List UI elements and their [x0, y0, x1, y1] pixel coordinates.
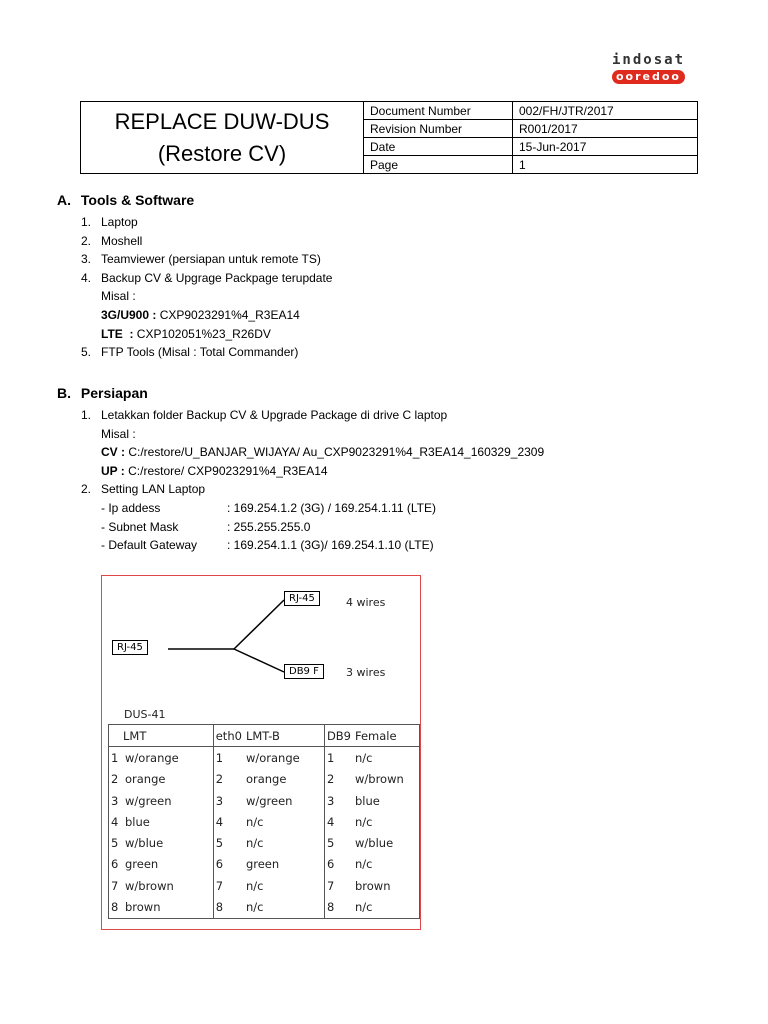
list-number: 5.	[81, 345, 92, 360]
section-b-letter: B.	[57, 385, 71, 401]
pin-number: 4	[109, 811, 124, 832]
lan-setting-row	[81, 499, 544, 518]
pin-value: orange	[244, 769, 325, 790]
document-title-line-1: REPLACE DUW-DUS	[114, 108, 330, 134]
lan-key: - Ip addess	[101, 500, 161, 515]
logo-line-1	[612, 52, 710, 68]
list-number: 1.	[81, 215, 92, 229]
dus-41-caption: DUS-41	[124, 708, 166, 721]
misal-label: Misal :	[101, 289, 136, 304]
list-text: Letakkan folder Backup CV & Upgrade Package di drive C laptop	[101, 408, 448, 422]
pin-value: brown	[123, 896, 213, 918]
pin-number: 8	[324, 896, 353, 918]
section-b-heading	[57, 385, 148, 401]
pin-number: 7	[213, 875, 244, 896]
pin-number: 1	[213, 747, 244, 769]
pin-number: 6	[324, 854, 353, 875]
list-subline	[81, 443, 544, 462]
pin-value: w/blue	[123, 832, 213, 853]
pin-number: 2	[109, 769, 124, 790]
lte-label: LTE :	[101, 326, 134, 341]
logo-line-2	[612, 70, 710, 84]
section-a-title: Tools & Software	[80, 192, 195, 208]
pinout-header-row	[109, 725, 420, 747]
table-row	[109, 747, 420, 769]
pin-value: n/c	[353, 854, 420, 875]
lan-setting-row	[81, 536, 544, 555]
pin-value: w/orange	[123, 747, 213, 769]
wires-4-label: 4 wires	[346, 596, 386, 609]
list-item	[81, 269, 332, 288]
rj45-right-box: RJ-45	[284, 591, 320, 606]
pin-value: green	[123, 854, 213, 875]
g3-label: 3G/U900 :	[101, 307, 157, 322]
list-text: Moshell	[101, 233, 143, 248]
table-row	[109, 790, 420, 811]
list-text: FTP Tools (Misal : Total Commander)	[101, 345, 299, 360]
pin-number: 5	[213, 832, 244, 853]
logo-text-indosat: indosat	[612, 52, 686, 68]
pin-value: n/c	[244, 811, 325, 832]
pin-value: n/c	[353, 811, 420, 832]
cv-path: C:/restore/U_BANJAR_WIJAYA/ Au_CXP9023291%4_R3EA14_160329_2309	[125, 445, 545, 460]
list-item	[81, 343, 332, 362]
section-b-list	[81, 406, 544, 555]
header-label: Date	[364, 138, 513, 156]
pin-number: 2	[213, 769, 244, 790]
pin-value: n/c	[244, 896, 325, 918]
lan-value: : 169.254.1.1 (3G)/ 169.254.1.10 (LTE)	[227, 538, 434, 553]
list-text: Laptop	[101, 215, 138, 229]
logo-text-ooredoo: ooredoo	[612, 70, 685, 84]
list-subline	[81, 325, 332, 344]
db9-box: DB9 F	[284, 664, 324, 679]
cv-label: CV :	[101, 445, 125, 460]
lan-value: : 169.254.1.2 (3G) / 169.254.1.11 (LTE)	[227, 500, 437, 515]
header-label: Revision Number	[364, 120, 513, 138]
pin-value: w/brown	[123, 875, 213, 896]
list-text: Teamviewer (persiapan untuk remote TS)	[101, 252, 321, 267]
pin-value: green	[244, 854, 325, 875]
section-a-letter: A.	[57, 192, 71, 208]
lmt-b-header: LMT-B	[244, 725, 325, 747]
pin-value: w/blue	[353, 832, 420, 853]
pin-number: 6	[109, 854, 124, 875]
header-value: 002/FH/JTR/2017	[513, 102, 698, 120]
pin-number: 2	[324, 769, 353, 790]
pin-value: blue	[353, 790, 420, 811]
lmt-header: LMT	[109, 725, 214, 747]
lan-key: - Default Gateway	[101, 538, 198, 553]
indosat-ooredoo-logo	[612, 52, 710, 96]
female-header: Female	[353, 725, 420, 747]
pin-value: blue	[123, 811, 213, 832]
cable-branch-bottom	[234, 649, 284, 672]
cable-diagram-figure	[101, 575, 421, 930]
up-label: UP :	[101, 463, 125, 478]
list-number: 1.	[81, 408, 92, 422]
list-text: Setting LAN Laptop	[101, 482, 206, 497]
list-subline	[81, 287, 332, 306]
eth0-header: eth0	[213, 725, 244, 747]
pin-number: 4	[213, 811, 244, 832]
list-number: 3.	[81, 252, 92, 267]
list-number: 2.	[81, 482, 92, 497]
table-row	[109, 875, 420, 896]
table-row	[109, 896, 420, 918]
pin-number: 3	[324, 790, 353, 811]
pinout-table	[108, 724, 420, 919]
document-header-table	[80, 101, 698, 174]
list-subline	[81, 462, 544, 481]
section-a-list	[81, 213, 332, 362]
header-value: 15-Jun-2017	[513, 138, 698, 156]
lan-value: : 255.255.255.0	[227, 519, 311, 534]
pin-number: 7	[324, 875, 353, 896]
list-number: 2.	[81, 233, 92, 248]
header-value: R001/2017	[513, 120, 698, 138]
document-title-line-2: (Restore CV)	[157, 140, 287, 166]
pin-number: 3	[109, 790, 124, 811]
pin-number: 1	[324, 747, 353, 769]
pin-value: w/green	[123, 790, 213, 811]
document-title	[81, 102, 364, 174]
db9-header: DB9	[324, 725, 353, 747]
section-b-title: Persiapan	[80, 385, 148, 401]
up-path: C:/restore/ CXP9023291%4_R3EA14	[124, 463, 328, 478]
list-item	[81, 250, 332, 269]
header-label: Page	[364, 156, 513, 174]
pin-value: w/orange	[244, 747, 325, 769]
pin-value: brown	[353, 875, 420, 896]
list-subline	[81, 425, 544, 444]
pin-number: 6	[213, 854, 244, 875]
wires-3-label: 3 wires	[346, 666, 386, 679]
pin-value: n/c	[353, 896, 420, 918]
cable-branch-top	[234, 600, 284, 649]
pin-number: 4	[324, 811, 353, 832]
table-row	[109, 854, 420, 875]
section-a-heading	[57, 192, 194, 208]
pin-value: w/green	[244, 790, 325, 811]
pin-number: 3	[213, 790, 244, 811]
rj45-left-box: RJ-45	[112, 640, 148, 655]
pin-number: 7	[109, 875, 124, 896]
misal-label: Misal :	[101, 426, 136, 441]
pin-number: 8	[213, 896, 244, 918]
list-item	[81, 213, 332, 232]
pin-value: n/c	[353, 747, 420, 769]
header-label: Document Number	[364, 102, 513, 120]
pin-value: w/brown	[353, 769, 420, 790]
list-subline	[81, 306, 332, 325]
pin-number: 8	[109, 896, 124, 918]
table-row	[109, 832, 420, 853]
list-item	[81, 480, 544, 499]
lte-value: CXP102051%23_R26DV	[133, 326, 271, 341]
pin-value: n/c	[244, 832, 325, 853]
lan-key: - Subnet Mask	[101, 519, 179, 534]
lan-setting-row	[81, 518, 544, 537]
pin-number: 5	[109, 832, 124, 853]
table-row	[109, 769, 420, 790]
g3-value: CXP9023291%4_R3EA14	[156, 307, 300, 322]
list-number: 4.	[81, 270, 92, 285]
pin-number: 5	[324, 832, 353, 853]
header-value: 1	[513, 156, 698, 174]
pin-value: n/c	[244, 875, 325, 896]
table-row	[109, 811, 420, 832]
pin-number: 1	[109, 747, 124, 769]
list-text: Backup CV & Upgrage Packpage terupdate	[101, 270, 333, 285]
list-item	[81, 406, 544, 425]
list-item	[81, 232, 332, 251]
pin-value: orange	[123, 769, 213, 790]
